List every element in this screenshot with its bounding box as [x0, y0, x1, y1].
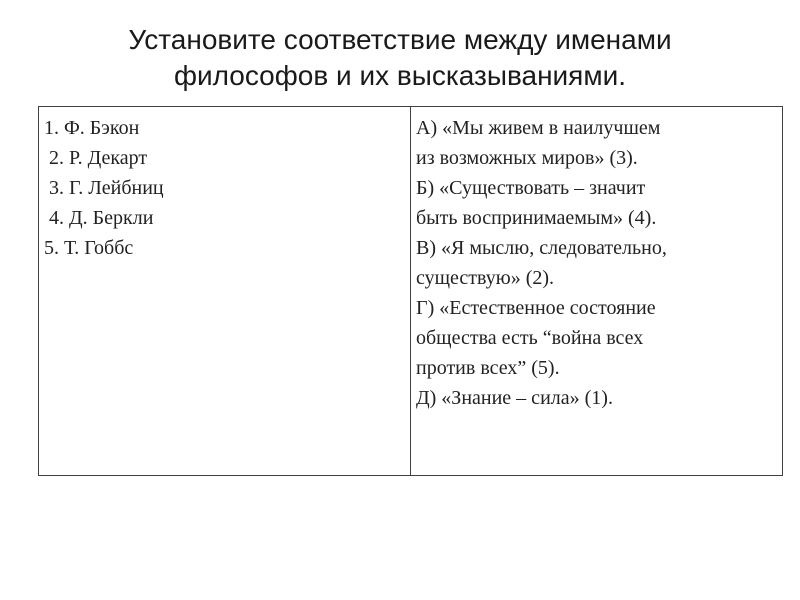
statement-a-line-2: из возможных миров» (3). [416, 147, 638, 169]
statement-g [416, 293, 778, 383]
statement-g-line-3: против всех” (5). [416, 357, 560, 379]
statement-a [416, 113, 778, 173]
matching-table [38, 106, 783, 476]
statement-b-line-2: быть воспринимаемым» (4). [416, 207, 657, 229]
statement-g-line-1: Г) «Естественное состояние [416, 297, 656, 319]
philosopher-descartes: 2. Р. Декарт [49, 147, 148, 169]
statement-b-line-1: Б) «Существовать – значит [416, 177, 646, 199]
statement-b [416, 173, 778, 233]
statement-g-line-2: общества есть “война всех [416, 327, 644, 349]
statements-cell [411, 107, 783, 476]
statement-v-line-2: существую» (2). [416, 267, 555, 289]
title-line-1: Установите соответствие между именами [128, 24, 672, 55]
philosophers-cell [39, 107, 411, 476]
statement-v-line-1: В) «Я мыслю, следовательно, [416, 237, 667, 259]
philosopher-bacon: 1. Ф. Бэкон [44, 117, 140, 139]
statement-d [416, 383, 778, 413]
statement-d-line-1: Д) «Знание – сила» (1). [416, 387, 613, 409]
philosopher-berkeley: 4. Д. Беркли [49, 207, 154, 229]
statement-a-line-1: А) «Мы живем в наилучшем [416, 117, 661, 139]
philosopher-hobbes: 5. Т. Гоббс [44, 237, 134, 259]
slide-title [0, 22, 800, 94]
title-line-2: философов и их высказываниями. [173, 60, 627, 91]
philosopher-leibniz: 3. Г. Лейбниц [49, 177, 164, 199]
statement-v [416, 233, 778, 293]
table-row [39, 107, 783, 476]
